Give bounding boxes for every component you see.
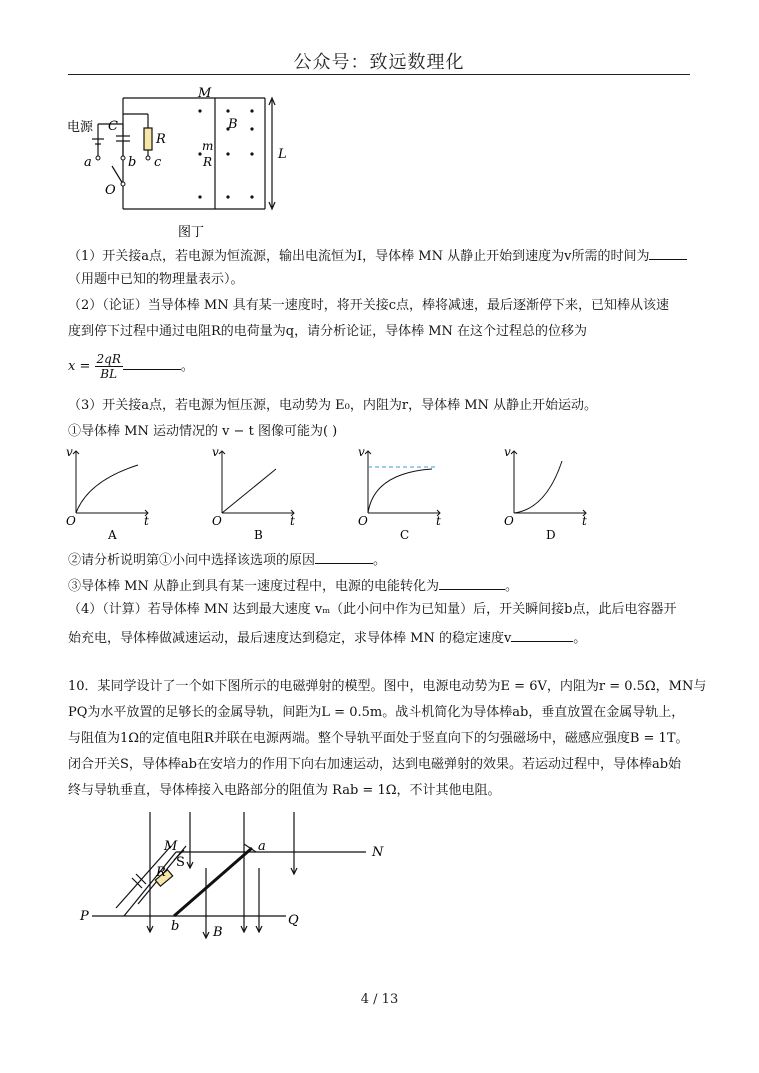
question-3-sub2: ②请分析说明第①小问中选择该选项的原因 。 [68,549,698,570]
graph-b-v: v [212,445,219,459]
rail-label-N: N [372,845,384,860]
problem-10-line3: 与阻值为1Ω的定值电阻R并联在电源两端。整个导轨平面处于竖直向下的匀强磁场中，磁感应强度B = 1T。 [68,731,689,746]
q4-text2: 始充电，导体棒做减速运动，最后速度达到稳定，求导体棒 MN 的稳定速度v [68,631,512,646]
rail-launcher-figure [76,808,406,943]
q1-text: （1）开关接a点，若电源为恒流源，输出电流恒为I，导体棒 MN 从静止开始到速度为v所需的时间为 [68,249,650,264]
label-M: M [198,86,212,101]
problem-10-line4: 闭合开关S，导体棒ab在安培力的作用下向右加速运动，达到电磁弹射的效果。若运动过程中，导体棒ab始 [68,757,682,772]
figure-caption: 图丁 [178,225,205,240]
label-b: b [128,155,137,170]
rail-label-S: S [176,855,185,870]
question-2: （2）（论证）当导体棒 MN 具有某一速度时，将开关接c点，棒将减速，最后逐渐停下来，已知棒从该速 [68,298,670,313]
rail-label-B: B [213,925,223,940]
question-2-cont: 度到停下过程中通过电阻R的电荷量为q，请分析论证，导体棒 MN 在这个过程总的位移为 [68,324,588,339]
page-number: 4 / 13 [360,992,399,1007]
graph-c-v: v [358,445,365,459]
label-c: c [154,155,162,170]
label-O: O [105,183,116,198]
graph-c-o: O [358,514,368,528]
graph-d-v: v [504,445,511,459]
question-4-cont: 始充电，导体棒做减速运动，最后速度达到稳定，求导体棒 MN 的稳定速度v 。 [68,627,698,648]
problem-10-line2: PQ为水平放置的足够长的金属导轨，间距为L = 0.5m。战斗机简化为导体棒ab，垂直放置在金属导轨上， [68,705,685,720]
formula-fraction [95,352,123,381]
rail-label-P: P [80,909,89,924]
rail-label-M: M [164,839,178,854]
question-1 [68,245,698,266]
label-m: m [202,139,214,153]
graph-d-o: O [504,514,514,528]
graph-a-t: t [144,514,149,528]
graph-b-o: O [212,514,222,528]
rail-label-R: R [156,865,166,880]
formula-numerator: 2qR [96,352,121,366]
label-a: a [84,155,92,170]
circuit-figure-ding [60,84,290,240]
label-R2: R [203,155,213,169]
question-3: （3）开关接a点，若电源为恒压源，电动势为 E₀，内阻为r，导体棒 MN 从静止开始运动。 [68,398,598,413]
question-1-cont: （用题中已知的物理量表示）。 [68,272,244,287]
header-divider [68,74,690,75]
page-header: 公众号：致远数理化 [293,52,465,73]
vt-graph-options [60,443,620,543]
label-R: R [156,132,166,147]
rail-label-a: a [258,839,266,854]
problem-10-line5: 终与导轨垂直，导体棒接入电路部分的阻值为 Rab = 1Ω，不计其他电阻。 [68,783,501,798]
q3-sub3-text: ③导体棒 MN 从静止到具有某一速度过程中，电源的电能转化为 [68,579,439,594]
question-4: （4）（计算）若导体棒 MN 达到最大速度 vₘ（此小问中作为已知量）后，开关瞬间接b点，此后电容器开 [68,602,677,617]
answer-blank[interactable] [123,355,181,370]
problem-10-line1: 10．某同学设计了一个如下图所示的电磁弹射的模型。图中，电源电动势为E = 6V，内阻为r = 0.5Ω，MN与 [68,679,707,694]
graph-d-t: t [582,514,587,528]
rail-label-b: b [171,919,180,934]
answer-blank[interactable] [649,245,687,260]
graph-b-t: t [290,514,295,528]
q3-sub2-text: ②请分析说明第①小问中选择该选项的原因 [68,553,316,568]
label-power: 电源 [67,120,94,135]
graph-a-o: O [66,514,76,528]
option-b[interactable]: B [254,528,263,542]
graph-a-v: v [66,445,73,459]
option-c[interactable]: C [400,528,410,542]
question-2-formula: x = $\frac{2qR}{BL}$ 。 [68,352,194,381]
formula-lhs: x = [68,359,91,374]
graph-c-t: t [436,514,441,528]
label-C: C [108,119,118,134]
label-L: L [278,147,287,162]
rail-label-Q: Q [288,913,299,928]
formula-denominator: BL [100,367,118,381]
answer-blank[interactable] [315,549,373,564]
option-a[interactable]: A [108,528,117,542]
question-3-sub3: ③导体棒 MN 从静止到具有某一速度过程中，电源的电能转化为 。 [68,575,698,596]
answer-blank[interactable] [511,627,573,642]
label-B: B [228,117,238,132]
option-d[interactable]: D [546,528,556,542]
question-3-sub1: ①导体棒 MN 运动情况的 v − t 图像可能为( ) [68,424,338,439]
answer-blank[interactable] [439,575,505,590]
